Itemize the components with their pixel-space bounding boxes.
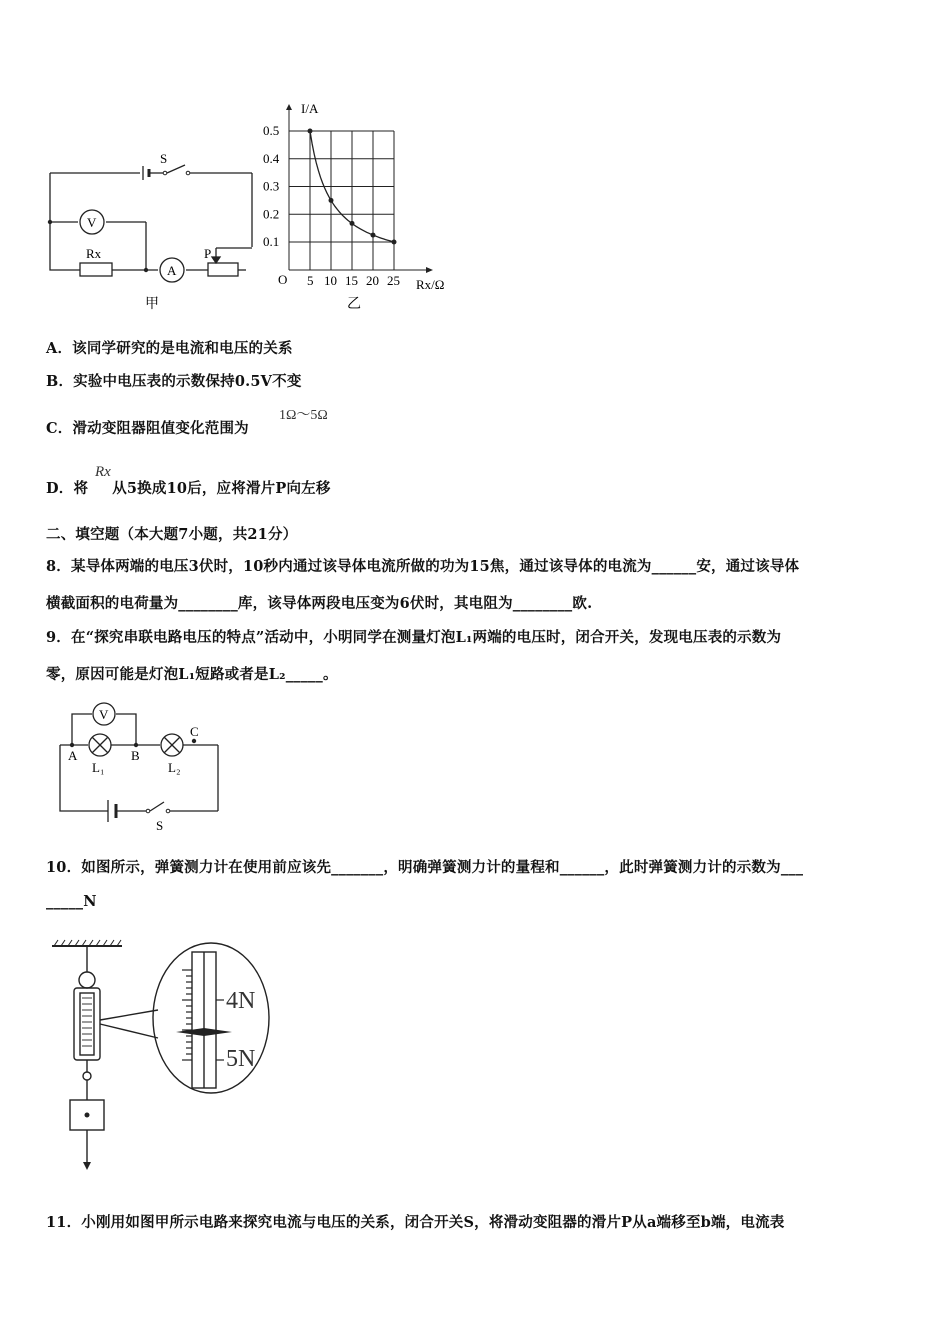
- fig2-switch: S: [156, 818, 164, 833]
- data-point: [308, 129, 313, 134]
- fig2-point-b: B: [131, 748, 140, 763]
- spring-scale-figure: [46, 938, 286, 1178]
- q9-line2: 零，原因可能是灯泡L₁短路或者是L₂_____。: [46, 666, 338, 683]
- fig2-point-c: C: [190, 724, 199, 739]
- x-tick-label: 10: [324, 273, 337, 288]
- x-tick-label: 25: [387, 273, 400, 288]
- y-tick-label: 0.1: [263, 234, 280, 249]
- pointer-icon: [176, 1028, 232, 1036]
- y-tick-label: 0.5: [263, 123, 280, 138]
- graph-ylabel: I/A: [301, 101, 319, 116]
- q8-line1: 8．某导体两端的电压3伏时，10秒内通过该导体电流所做的功为15焦，通过该导体的电流为______安，通过该导体: [46, 558, 800, 575]
- option-b: B．实验中电压表的示数保持0.5V不变: [46, 373, 302, 390]
- option-c: [46, 417, 249, 438]
- data-point: [371, 233, 376, 238]
- section-heading: 二、填空题（本大题7小题，共21分）: [46, 526, 298, 543]
- option-a: A．该同学研究的是电流和电压的关系: [46, 340, 293, 357]
- mark-4n: 4N: [226, 988, 256, 1014]
- data-point: [392, 240, 397, 245]
- option-d-post: 从5换成10后，应将滑片P向左移: [112, 480, 331, 497]
- y-tick-label: 0.2: [263, 206, 280, 222]
- q10-line2: _____N: [46, 893, 97, 910]
- fig2-voltmeter: V: [99, 707, 109, 722]
- switch-label: S: [160, 151, 168, 166]
- option-d-symbol: Rx: [95, 464, 111, 480]
- fig2-point-a: A: [68, 748, 78, 763]
- current-resistance-graph: [258, 98, 458, 313]
- x-axis-arrow: [426, 267, 433, 273]
- resistor-label: Rx: [86, 246, 102, 261]
- caption-jia: 甲: [145, 297, 159, 312]
- data-point: [329, 198, 334, 203]
- y-axis-arrow: [286, 104, 292, 110]
- x-tick-label: 15: [345, 273, 358, 288]
- x-tick-label: 5: [307, 273, 314, 288]
- q11-line1: 11．小刚用如图甲所示电路来探究电流与电压的关系，闭合开关S，将滑动变阻器的滑片P从a端移至b端，电流表: [46, 1214, 785, 1231]
- data-point: [350, 221, 355, 226]
- option-c-text: C．滑动变阻器阻值变化范围为: [46, 420, 249, 437]
- fig2-lamp1: L₁: [92, 760, 105, 775]
- q9-line1: 9．在“探究串联电路电压的特点”活动中，小明同学在测量灯泡L₁两端的电压时，闭合开关，发现电压表的示数为: [46, 629, 782, 646]
- q8-line2: 横截面积的电荷量为________库，该导体两段电压变为6伏时，其电阻为________欧.: [46, 595, 593, 612]
- series-circuit-diagram: [48, 698, 238, 838]
- caption-yi: 乙: [347, 297, 361, 312]
- slider-label: P: [204, 246, 212, 261]
- option-d-pre: D．将: [46, 480, 89, 497]
- y-tick-label: 0.4: [263, 150, 280, 166]
- mark-5n: 5N: [226, 1046, 256, 1072]
- graph-xlabel: Rx/Ω: [416, 277, 445, 292]
- q10-line1: 10．如图所示，弹簧测力计在使用前应该先_______，明确弹簧测力计的量程和______，此时弹簧测力计的示数为___: [46, 859, 804, 876]
- y-tick-label: 0.3: [263, 178, 280, 194]
- voltmeter-label: V: [87, 215, 97, 230]
- graph-origin: O: [278, 272, 288, 287]
- option-c-formula: 1Ω～5Ω: [279, 408, 328, 423]
- fig2-lamp2: L₂: [168, 760, 181, 775]
- ammeter-label: A: [167, 263, 177, 278]
- circuit-diagram-jia: [40, 145, 260, 315]
- option-d: [46, 477, 331, 498]
- x-tick-label: 20: [366, 273, 379, 288]
